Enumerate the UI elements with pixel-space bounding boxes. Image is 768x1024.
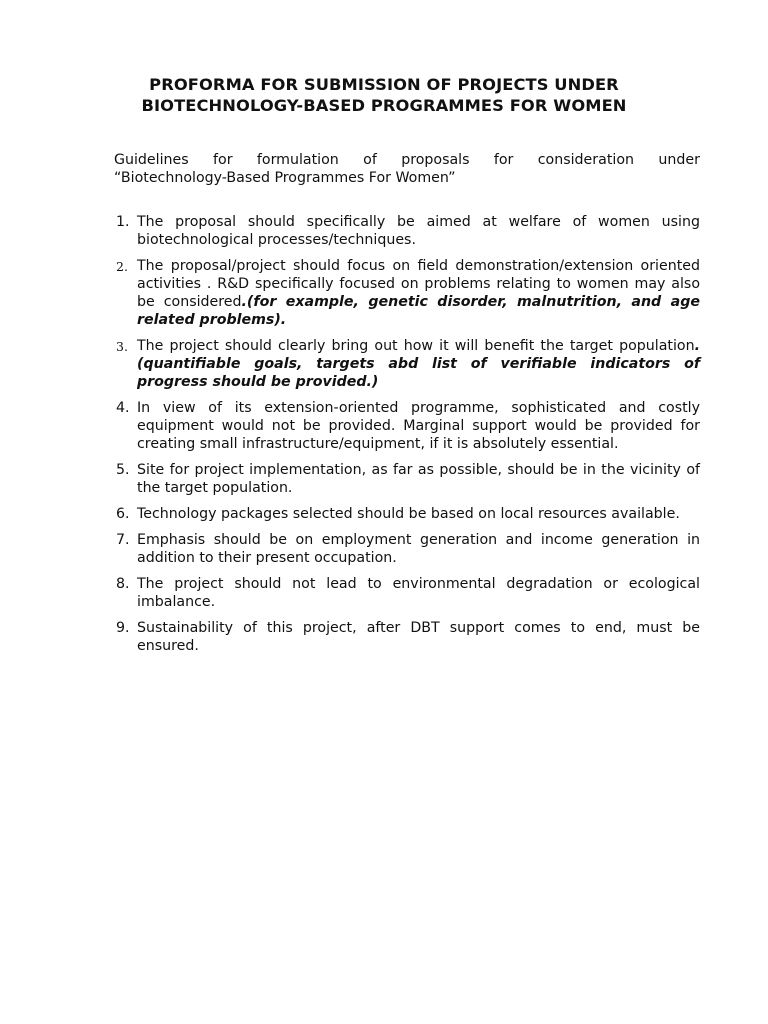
list-text: The project should not lead to environmental degradation or ecological imbalance. [137, 576, 700, 610]
list-item-1 [114, 213, 700, 249]
intro-word: of [363, 152, 377, 168]
list-item-8 [114, 575, 700, 611]
document-title [100, 74, 668, 116]
list-text: The project should clearly bring out how it will benefit the target population [137, 338, 695, 354]
list-emphasis: .(for example, genetic disorder, malnutrition, and age related problems). [137, 294, 700, 328]
intro-paragraph [114, 151, 700, 187]
guidelines-list [114, 213, 700, 663]
list-text: Site for project implementation, as far as possible, should be in the vicinity of the target population. [137, 462, 700, 496]
list-number: 2. [116, 259, 128, 274]
intro-word: under [658, 152, 700, 168]
list-text: In view of its extension-oriented programme, sophisticated and costly equipment would not be provided. Marginal support would be provided for creating small infrastructure/equipment, if it is absolutely essential. [137, 400, 700, 452]
list-item-3 [114, 337, 700, 391]
list-item-2 [114, 257, 700, 329]
title-line-2: BIOTECHNOLOGY-BASED PROGRAMMES FOR WOMEN [141, 96, 627, 115]
list-number: 3. [116, 339, 128, 354]
intro-line-2: “Biotechnology-Based Programmes For Women” [114, 170, 456, 186]
intro-word: for [213, 152, 233, 168]
list-item-9 [114, 619, 700, 655]
list-text: Sustainability of this project, after DBT support comes to end, must be ensured. [137, 620, 700, 654]
intro-word: formulation [256, 152, 339, 168]
list-text: The proposal should specifically be aimed at welfare of women using biotechnological processes/techniques. [137, 214, 700, 248]
list-text: The proposal/project should focus on field demonstration/extension oriented activities . R&D specifically focused on problems relating to women may also be considered [137, 258, 700, 310]
list-text: Technology packages selected should be based on local resources available. [137, 506, 680, 522]
list-number: 4. [116, 400, 130, 416]
list-text: Emphasis should be on employment generation and income generation in addition to their present occupation. [137, 532, 700, 566]
list-item-6 [114, 505, 700, 523]
list-number: 7. [116, 532, 130, 548]
intro-word: consideration [537, 152, 634, 168]
list-number: 8. [116, 576, 130, 592]
list-number: 5. [116, 462, 130, 478]
list-item-5 [114, 461, 700, 497]
list-number: 9. [116, 620, 130, 636]
intro-word: Guidelines [114, 152, 189, 168]
list-number: 6. [116, 506, 130, 522]
list-item-4 [114, 399, 700, 453]
list-emphasis: .(quantifiable goals, targets abd list of verifiable indicators of progress should be provided.) [137, 338, 700, 390]
intro-word: for [493, 152, 514, 168]
list-item-7 [114, 531, 700, 567]
list-number: 1. [116, 214, 130, 230]
title-line-1: PROFORMA FOR SUBMISSION OF PROJECTS UNDER [149, 75, 619, 94]
intro-word: proposals [401, 152, 470, 168]
intro-line-1 [114, 151, 700, 169]
